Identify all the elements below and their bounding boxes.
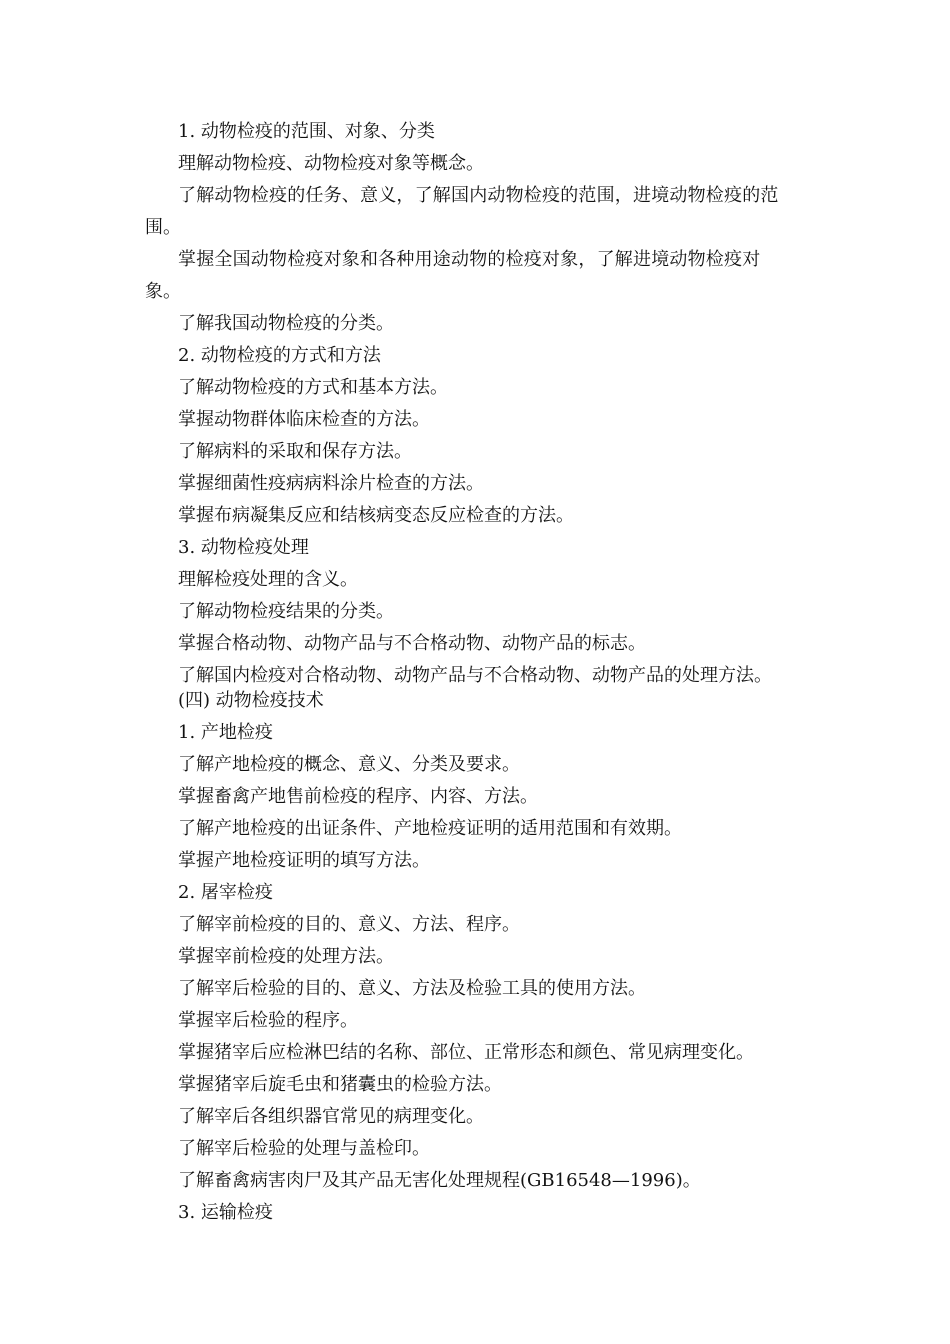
paragraph-line: 掌握全国动物检疫对象和各种用途动物的检疫对象，了解进境动物检疫对: [178, 249, 761, 270]
paragraph-line: 掌握布病凝集反应和结核病变态反应检查的方法。: [178, 505, 574, 526]
paragraph-line: 掌握动物群体临床检查的方法。: [178, 409, 430, 430]
paragraph-line: 理解动物检疫、动物检疫对象等概念。: [178, 153, 484, 174]
paragraph-line: 掌握宰前检疫的处理方法。: [178, 946, 394, 967]
paragraph-line-continuation: 围。: [145, 217, 181, 238]
paragraph-line: 了解宰后各组织器官常见的病理变化。: [178, 1106, 484, 1127]
paragraph-line: 了解病料的采取和保存方法。: [178, 441, 412, 462]
paragraph-line: 理解检疫处理的含义。: [178, 569, 358, 590]
paragraph-line: 了解宰前检疫的目的、意义、方法、程序。: [178, 914, 520, 935]
chapter-heading: (四) 动物检疫技术: [178, 690, 324, 711]
paragraph-line: 掌握猪宰后旋毛虫和猪囊虫的检验方法。: [178, 1074, 502, 1095]
section-heading-2: 2. 动物检疫的方式和方法: [178, 345, 381, 366]
paragraph-line: 掌握产地检疫证明的填写方法。: [178, 850, 430, 871]
section-heading-3: 3. 动物检疫处理: [178, 537, 309, 558]
paragraph-line: 了解产地检疫的概念、意义、分类及要求。: [178, 754, 520, 775]
paragraph-line: 了解动物检疫的任务、意义，了解国内动物检疫的范围，进境动物检疫的范: [178, 185, 779, 206]
section-heading-1: 1. 动物检疫的范围、对象、分类: [178, 121, 435, 142]
paragraph-line: 了解我国动物检疫的分类。: [178, 313, 394, 334]
section-heading-3: 3. 运输检疫: [178, 1202, 273, 1223]
section-heading-1: 1. 产地检疫: [178, 722, 273, 743]
paragraph-line: 了解畜禽病害肉尸及其产品无害化处理规程(GB16548—1996)。: [178, 1170, 701, 1191]
section-heading-2: 2. 屠宰检疫: [178, 882, 273, 903]
paragraph-line: 了解产地检疫的出证条件、产地检疫证明的适用范围和有效期。: [178, 818, 682, 839]
paragraph-line: 了解国内检疫对合格动物、动物产品与不合格动物、动物产品的处理方法。: [178, 665, 772, 686]
paragraph-line: 掌握宰后检验的程序。: [178, 1010, 358, 1031]
paragraph-line: 了解动物检疫的方式和基本方法。: [178, 377, 448, 398]
paragraph-line: 掌握细菌性疫病病料涂片检查的方法。: [178, 473, 484, 494]
paragraph-line: 了解宰后检验的处理与盖检印。: [178, 1138, 430, 1159]
paragraph-line-continuation: 象。: [145, 281, 181, 302]
paragraph-line: 了解动物检疫结果的分类。: [178, 601, 394, 622]
paragraph-line: 掌握猪宰后应检淋巴结的名称、部位、正常形态和颜色、常见病理变化。: [178, 1042, 754, 1063]
paragraph-line: 掌握畜禽产地售前检疫的程序、内容、方法。: [178, 786, 538, 807]
paragraph-line: 掌握合格动物、动物产品与不合格动物、动物产品的标志。: [178, 633, 646, 654]
paragraph-line: 了解宰后检验的目的、意义、方法及检验工具的使用方法。: [178, 978, 646, 999]
